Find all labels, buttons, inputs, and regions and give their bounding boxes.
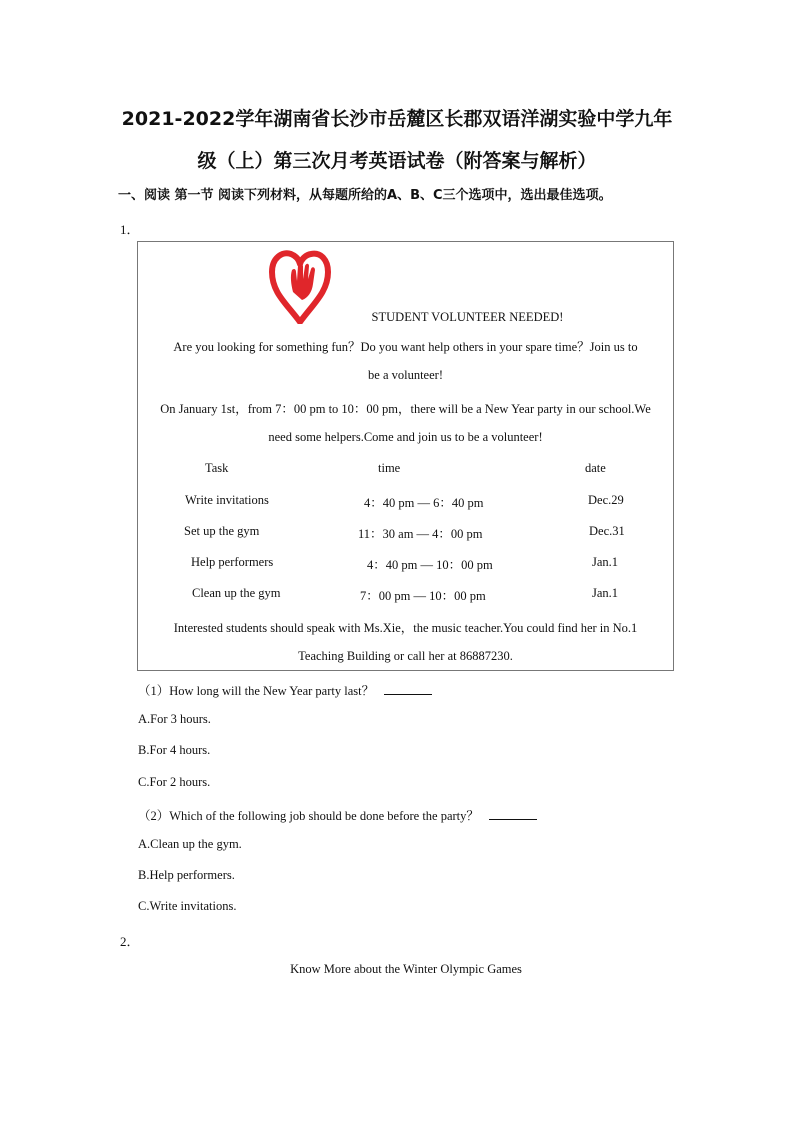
table-row-date: Jan.1 <box>592 555 619 569</box>
volunteer-notice <box>137 241 674 671</box>
option-b: B.Help performers. <box>138 868 235 882</box>
table-row-task: Write invitations <box>185 493 269 507</box>
question-2-number: 2． <box>120 934 140 949</box>
title-line-2: 级（上）第三次月考英语试卷（附答案与解析） <box>197 150 597 172</box>
option-c: C.Write invitations. <box>138 899 237 913</box>
notice-contact-line-2: Teaching Building or call her at 86887230. <box>298 649 513 663</box>
table-row-time: 4：40 pm — 6：40 pm <box>364 496 484 510</box>
question-1-number: 1． <box>120 222 140 237</box>
notice-intro-line-1: Are you looking for something fun？Do you want help others in your spare time？Join us to <box>173 340 638 354</box>
sub-question-2-stem: （2）Which of the following job should be done before the party？ <box>138 809 479 823</box>
passage-title: Know More about the Winter Olympic Games <box>290 962 522 976</box>
table-row-time: 4：40 pm — 10：00 pm <box>367 558 493 572</box>
option-a: A.For 3 hours. <box>138 712 211 726</box>
notice-party-line-1: On January 1st，from 7：00 pm to 10：00 pm，there will be a New Year party in our school.We <box>160 402 651 416</box>
table-row-date: Jan.1 <box>592 586 619 600</box>
option-a: A.Clean up the gym. <box>138 837 242 851</box>
section-heading: 一、阅读 第一节 阅读下列材料，从每题所给的A、B、C三个选项中，选出最佳选项。 <box>118 188 612 203</box>
table-header-time: time <box>378 461 401 475</box>
notice-intro-line-2: be a volunteer! <box>368 368 443 382</box>
notice-contact-line-1: Interested students should speak with Ms.Xie，the music teacher.You could find her in No.1 <box>173 621 638 635</box>
sub-question-1 <box>138 681 432 699</box>
sub-question-1-stem: （1）How long will the New Year party last？ <box>138 684 375 698</box>
answer-blank[interactable] <box>489 809 537 820</box>
table-row-date: Dec.31 <box>589 524 625 538</box>
table-header-task: Task <box>205 461 229 475</box>
document-title <box>80 98 714 182</box>
answer-blank[interactable] <box>384 684 432 695</box>
sub-question-2 <box>138 806 537 824</box>
table-header-date: date <box>585 461 606 475</box>
notice-heading: STUDENT VOLUNTEER NEEDED! <box>371 310 564 324</box>
table-row-task: Help performers <box>191 555 274 569</box>
table-row-task: Clean up the gym <box>192 586 281 600</box>
table-row-date: Dec.29 <box>588 493 624 507</box>
title-line-1: 2021-2022学年湖南省长沙市岳麓区长郡双语洋湖实验中学九年 <box>121 108 673 130</box>
option-c: C.For 2 hours. <box>138 775 211 789</box>
option-b: B.For 4 hours. <box>138 743 211 757</box>
table-row-time: 7：00 pm — 10：00 pm <box>360 589 486 603</box>
table-row-time: 11：30 am — 4：00 pm <box>358 527 483 541</box>
notice-party-line-2: need some helpers.Come and join us to be a volunteer! <box>268 430 543 444</box>
table-row-task: Set up the gym <box>184 524 260 538</box>
